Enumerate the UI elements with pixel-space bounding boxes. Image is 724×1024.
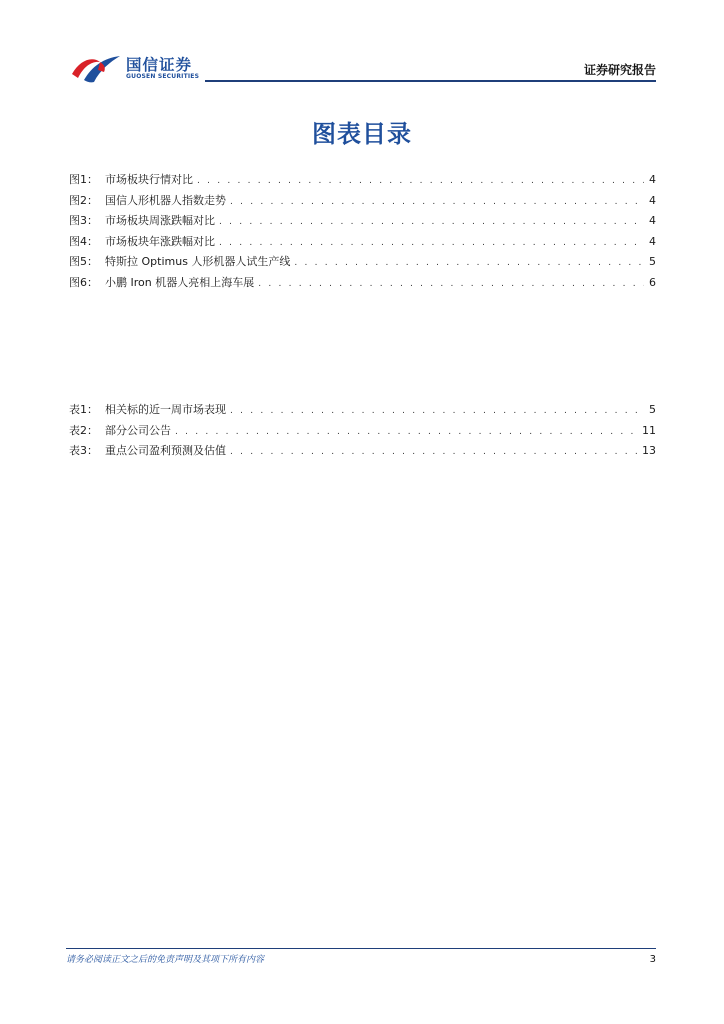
entry-label: 图4： bbox=[69, 234, 98, 248]
entry-page: 5 bbox=[649, 403, 656, 416]
entry-title: 部分公司公告 bbox=[105, 423, 171, 437]
entry-label: 图2： bbox=[69, 193, 98, 207]
entry-label: 图6： bbox=[69, 275, 98, 289]
disclaimer-note: 请务必阅读正文之后的免责声明及其项下所有内容 bbox=[66, 955, 265, 965]
entry-page: 4 bbox=[649, 173, 656, 186]
entry-title: 国信人形机器人指数走势 bbox=[105, 193, 226, 207]
dot-leader bbox=[258, 279, 644, 289]
dot-leader bbox=[230, 406, 644, 416]
dot-leader bbox=[219, 238, 644, 248]
entry-label: 表1： bbox=[69, 403, 98, 416]
entry-label: 表2： bbox=[69, 423, 98, 437]
figure-list bbox=[69, 171, 656, 295]
entry-title: 小鹏 Iron 机器人亮相上海车展 bbox=[105, 275, 255, 289]
table-entry-3[interactable] bbox=[69, 442, 656, 463]
entry-label: 图3： bbox=[69, 214, 98, 228]
table-entry-1[interactable] bbox=[69, 401, 656, 422]
entry-title: 市场板块周涨跌幅对比 bbox=[105, 214, 215, 228]
entry-page: 6 bbox=[649, 275, 656, 289]
table-list bbox=[69, 401, 656, 463]
entry-page: 11 bbox=[642, 423, 656, 437]
entry-title: 相关标的近一周市场表现 bbox=[105, 403, 226, 416]
entry-title: 特斯拉 Optimus 人形机器人试生产线 bbox=[105, 255, 291, 269]
entry-title: 市场板块年涨跌幅对比 bbox=[105, 234, 215, 248]
entry-page: 5 bbox=[649, 255, 656, 269]
dot-leader bbox=[197, 176, 644, 186]
dot-leader bbox=[175, 427, 638, 437]
company-logo bbox=[70, 52, 200, 86]
figure-entry-3[interactable] bbox=[69, 212, 656, 233]
entry-page: 4 bbox=[649, 234, 656, 248]
header-divider bbox=[205, 80, 656, 82]
figure-entry-5[interactable] bbox=[69, 253, 656, 274]
guosen-logo-icon bbox=[70, 52, 124, 84]
figure-entry-1[interactable] bbox=[69, 171, 656, 192]
dot-leader bbox=[219, 217, 644, 227]
figure-entry-6[interactable] bbox=[69, 274, 656, 295]
footer-divider bbox=[66, 948, 656, 949]
entry-label: 表3： bbox=[69, 444, 98, 458]
entry-page: 4 bbox=[649, 214, 656, 228]
dot-leader bbox=[230, 447, 638, 457]
entry-label: 图1： bbox=[69, 173, 98, 186]
table-entry-2[interactable] bbox=[69, 422, 656, 443]
entry-title: 重点公司盈利预测及估值 bbox=[105, 444, 226, 458]
logo-english-name: GUOSEN SECURITIES bbox=[126, 73, 200, 80]
toc-title: 图表目录 bbox=[312, 120, 412, 148]
logo-chinese-name: 国信证券 bbox=[126, 56, 193, 74]
figure-entry-4[interactable] bbox=[69, 233, 656, 254]
figure-entry-2[interactable] bbox=[69, 192, 656, 213]
page-header bbox=[0, 0, 724, 90]
entry-title: 市场板块行情对比 bbox=[105, 173, 193, 186]
report-type-label: 证券研究报告 bbox=[583, 63, 656, 77]
entry-page: 4 bbox=[649, 193, 656, 207]
page-number: 3 bbox=[649, 954, 656, 965]
entry-page: 13 bbox=[642, 444, 656, 458]
dot-leader bbox=[294, 258, 644, 268]
dot-leader bbox=[230, 197, 644, 207]
entry-label: 图5： bbox=[69, 255, 98, 269]
